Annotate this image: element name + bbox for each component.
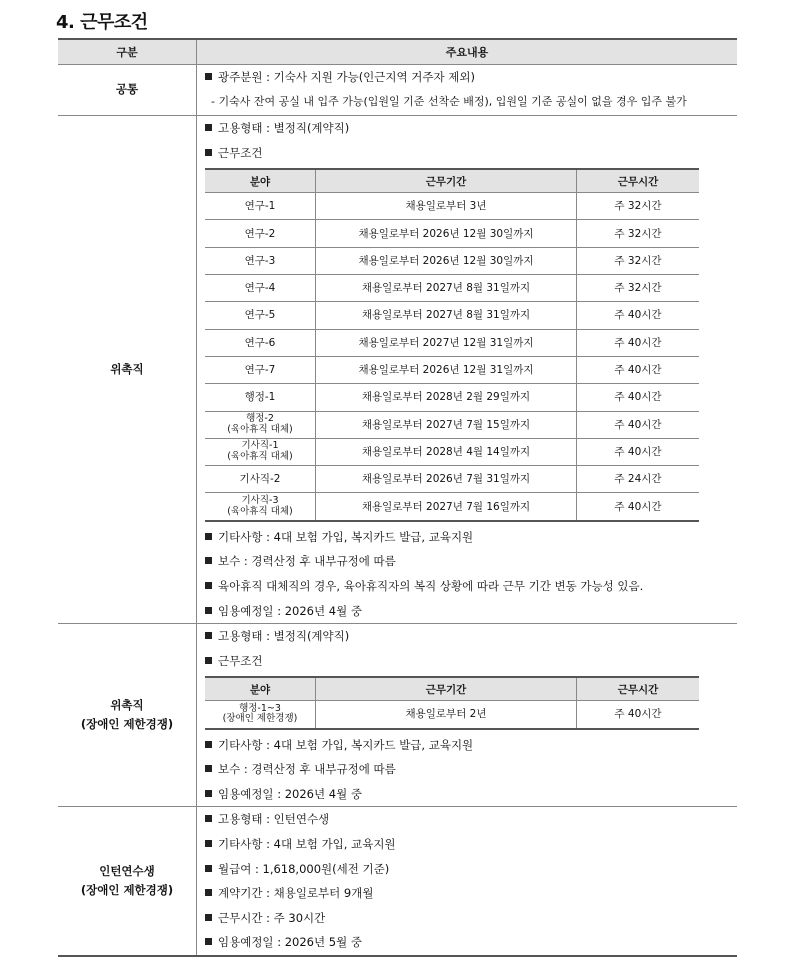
- commission-fields-table: [205, 168, 699, 522]
- list-item: [197, 733, 737, 758]
- table-row: [205, 493, 699, 521]
- category-common: 공통: [58, 65, 197, 116]
- square-bullet-icon: [205, 914, 212, 921]
- content-common: [197, 65, 738, 116]
- cell-field: 연구-2: [205, 220, 316, 247]
- category-label: 위촉직: [110, 697, 144, 712]
- cell-hours: 주 40시간: [577, 302, 700, 329]
- square-bullet-icon: [205, 840, 212, 847]
- square-bullet-icon: [205, 533, 212, 540]
- cell-period: 채용일로부터 2027년 7월 15일까지: [316, 411, 577, 438]
- cell-period: 채용일로부터 2년: [316, 701, 577, 729]
- cell-field: 연구-4: [205, 275, 316, 302]
- cell-period: 채용일로부터 3년: [316, 193, 577, 220]
- item-text: 근무시간 : 주 30시간: [218, 910, 326, 925]
- cell-period: 채용일로부터 2027년 7월 16일까지: [316, 493, 577, 521]
- table-row: [205, 329, 699, 356]
- cell-period: 채용일로부터 2026년 7월 31일까지: [316, 466, 577, 493]
- square-bullet-icon: [205, 73, 212, 80]
- field-name: 기사직-1: [241, 440, 279, 452]
- item-text: 광주분원 : 기숙사 지원 가능(인근지역 거주자 제외): [218, 70, 475, 84]
- list-item: [197, 649, 737, 674]
- cell-field: 연구-1: [205, 193, 316, 220]
- item-text: 고용형태 : 별정직(계약직): [218, 629, 350, 644]
- table-row: [205, 193, 699, 220]
- item-text: 고용형태 : 인턴연수생: [218, 812, 330, 827]
- list-item: [197, 65, 737, 90]
- cell-period: 채용일로부터 2028년 4월 14일까지: [316, 438, 577, 465]
- content-intern: [197, 807, 738, 956]
- inner-header-period: 근무기간: [316, 677, 577, 701]
- cell-hours: 주 32시간: [577, 275, 700, 302]
- cell-period: 채용일로부터 2027년 8월 31일까지: [316, 275, 577, 302]
- square-bullet-icon: [205, 889, 212, 896]
- square-bullet-icon: [205, 124, 212, 131]
- list-item: [197, 857, 737, 882]
- section-title: 4. 근무조건: [56, 12, 148, 33]
- field-note: (육아휴직 대체): [227, 505, 293, 517]
- category-intern: [58, 807, 197, 956]
- list-item: [197, 141, 737, 166]
- row-common: [58, 65, 737, 116]
- item-text: 월급여 : 1,618,000원(세전 기준): [218, 861, 390, 876]
- category-sublabel: (장애인 제한경쟁): [80, 717, 174, 732]
- list-item: [197, 116, 737, 141]
- square-bullet-icon: [205, 657, 212, 664]
- cell-hours: 주 40시간: [577, 493, 700, 521]
- cell-hours: 주 40시간: [577, 701, 700, 729]
- list-item: [197, 881, 737, 906]
- list-item: [197, 906, 737, 931]
- table-row: [205, 438, 699, 465]
- cell-period: 채용일로부터 2027년 12월 31일까지: [316, 329, 577, 356]
- square-bullet-icon: [205, 582, 212, 589]
- table-row: [205, 275, 699, 302]
- table-row: [205, 466, 699, 493]
- list-item: [197, 574, 737, 599]
- table-row: [205, 302, 699, 329]
- cell-field: 연구-5: [205, 302, 316, 329]
- content-commission: [197, 116, 738, 624]
- inner-header-field: 분야: [205, 169, 316, 193]
- square-bullet-icon: [205, 790, 212, 797]
- table-row: [205, 356, 699, 383]
- cell-period: 채용일로부터 2027년 8월 31일까지: [316, 302, 577, 329]
- list-item: [197, 549, 737, 574]
- table-row: [205, 220, 699, 247]
- item-text: 육아휴직 대체직의 경우, 육아휴직자의 복직 상황에 따라 근무 기간 변동 가능성 있음.: [218, 578, 644, 593]
- item-text: 보수 : 경력산정 후 내부규정에 따름: [218, 762, 396, 777]
- square-bullet-icon: [205, 741, 212, 748]
- list-item: [197, 624, 737, 649]
- inner-header-hours: 근무시간: [577, 677, 700, 701]
- table-header-row: [58, 39, 737, 65]
- category-commission-disabled: [58, 624, 197, 807]
- list-item: [197, 930, 737, 955]
- row-intern: [58, 807, 737, 956]
- cell-hours: 주 40시간: [577, 384, 700, 411]
- field-name: 행정-1~3: [239, 702, 281, 714]
- header-category: 구분: [58, 39, 197, 65]
- list-item: [197, 832, 737, 857]
- field-note: (육아휴직 대체): [227, 451, 293, 462]
- square-bullet-icon: [205, 765, 212, 772]
- item-text: 기타사항 : 4대 보험 가입, 복지카드 발급, 교육지원: [218, 737, 474, 752]
- inner-header-field: 분야: [205, 677, 316, 701]
- item-text: 임용예정일 : 2026년 5월 중: [218, 935, 362, 950]
- category-commission: 위촉직: [58, 116, 197, 624]
- item-text: 임용예정일 : 2026년 4월 중: [218, 786, 362, 801]
- cell-field: 기사직-2: [205, 466, 316, 493]
- table-row: [205, 701, 699, 729]
- square-bullet-icon: [205, 938, 212, 945]
- header-content: 주요내용: [197, 39, 738, 65]
- list-item: [197, 757, 737, 782]
- item-text: 기타사항 : 4대 보험 가입, 복지카드 발급, 교육지원: [218, 529, 474, 544]
- work-conditions-table: [58, 38, 737, 957]
- cell-field: 연구-7: [205, 356, 316, 383]
- list-item: [197, 599, 737, 624]
- square-bullet-icon: [205, 149, 212, 156]
- list-item: [197, 807, 737, 832]
- square-bullet-icon: [205, 865, 212, 872]
- square-bullet-icon: [205, 815, 212, 822]
- cell-period: 채용일로부터 2028년 2월 29일까지: [316, 384, 577, 411]
- cell-hours: 주 40시간: [577, 329, 700, 356]
- item-text: 계약기간 : 채용일로부터 9개월: [218, 886, 374, 901]
- item-text: 임용예정일 : 2026년 4월 중: [218, 603, 362, 618]
- field-name: 기사직-3: [241, 494, 279, 506]
- item-text: 근무조건: [218, 653, 263, 668]
- cell-field: [205, 493, 316, 521]
- list-item: [197, 782, 737, 807]
- cell-period: 채용일로부터 2026년 12월 30일까지: [316, 220, 577, 247]
- category-label: 인턴연수생: [99, 863, 155, 878]
- field-name: 행정-2: [246, 412, 274, 424]
- square-bullet-icon: [205, 607, 212, 614]
- table-row: [205, 384, 699, 411]
- cell-field: [205, 701, 316, 729]
- cell-hours: 주 32시간: [577, 220, 700, 247]
- cell-field: 연구-3: [205, 247, 316, 274]
- commission-disabled-fields-table: [205, 676, 699, 729]
- table-row: [205, 247, 699, 274]
- content-commission-disabled: [197, 624, 738, 807]
- inner-header-row: [205, 169, 699, 193]
- field-note: (장애인 제한경쟁): [222, 713, 298, 725]
- inner-header-row: [205, 677, 699, 701]
- item-text: 기타사항 : 4대 보험 가입, 교육지원: [218, 836, 396, 851]
- square-bullet-icon: [205, 557, 212, 564]
- cell-hours: 주 24시간: [577, 466, 700, 493]
- category-sublabel: (장애인 제한경쟁): [80, 883, 174, 898]
- table-row: [205, 411, 699, 438]
- cell-hours: 주 32시간: [577, 193, 700, 220]
- row-commission-disabled: [58, 624, 737, 807]
- cell-field: 행정-1: [205, 384, 316, 411]
- item-text: 고용형태 : 별정직(계약직): [218, 121, 350, 135]
- cell-hours: 주 40시간: [577, 411, 700, 438]
- cell-hours: 주 40시간: [577, 356, 700, 383]
- cell-field: 연구-6: [205, 329, 316, 356]
- cell-field: [205, 438, 316, 465]
- cell-field: [205, 411, 316, 438]
- item-text: 근무조건: [218, 145, 263, 160]
- row-commission: [58, 116, 737, 624]
- list-item: [197, 525, 737, 550]
- list-item-sub: - 기숙사 잔여 공실 내 입주 가능(입원일 기준 선착순 배정), 입원일 기준 공실이 없을 경우 입주 불가: [211, 94, 687, 108]
- inner-header-period: 근무기간: [316, 169, 577, 193]
- cell-period: 채용일로부터 2026년 12월 31일까지: [316, 356, 577, 383]
- inner-header-hours: 근무시간: [577, 169, 700, 193]
- square-bullet-icon: [205, 632, 212, 639]
- cell-period: 채용일로부터 2026년 12월 30일까지: [316, 247, 577, 274]
- cell-hours: 주 32시간: [577, 247, 700, 274]
- item-text: 보수 : 경력산정 후 내부규정에 따름: [218, 554, 396, 569]
- cell-hours: 주 40시간: [577, 438, 700, 465]
- field-note: (육아휴직 대체): [227, 423, 293, 435]
